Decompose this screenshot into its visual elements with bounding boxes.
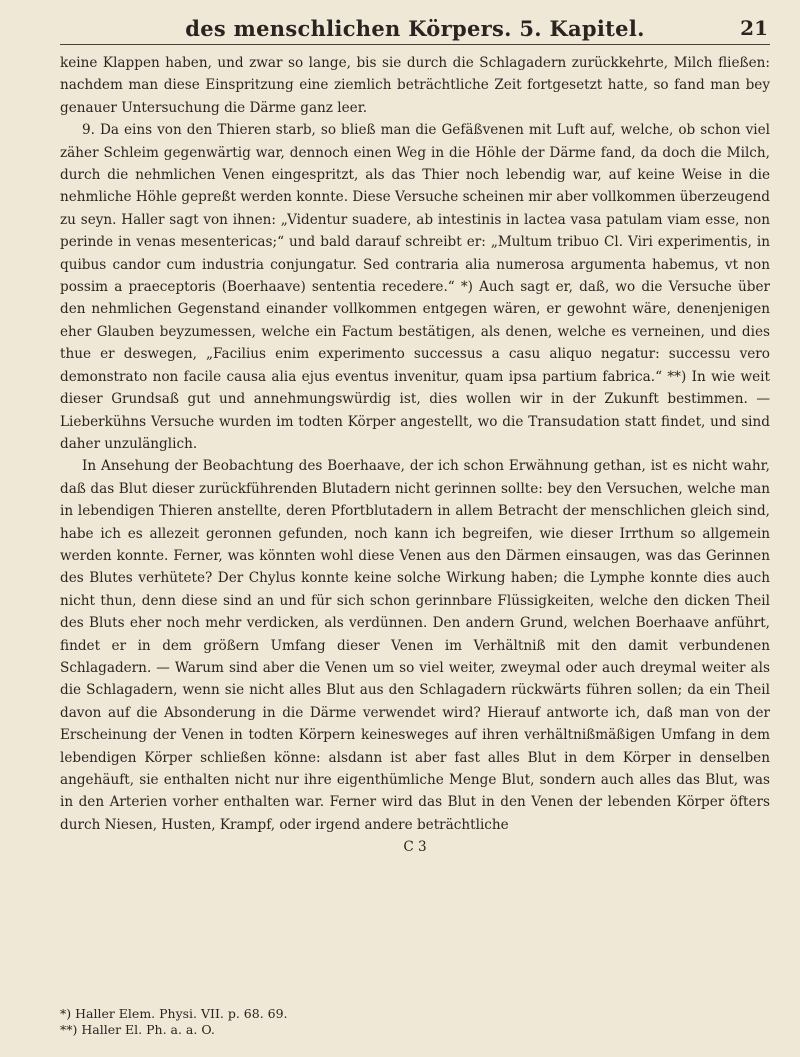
- running-head: des menschlichen Körpers. 5. Kapitel.: [185, 16, 645, 41]
- page-number: 21: [740, 16, 768, 40]
- signature-mark: C 3: [403, 839, 427, 856]
- paragraph: keine Klappen haben, und zwar so lange, bis sie durch die Schlagadern zurückkehrte, Milch fließen: nachdem man diese Einspritzung eine ziemlich beträchtliche Zeit fortgesetzt hatte, so fand man bey genauer Untersuchung die Därme ganz leer.: [60, 55, 770, 116]
- paragraph: In Ansehung der Beobachtung des Boerhaave, der ich schon Erwähnung gethan, ist es nicht wahr, daß das Blut dieser zurückführenden Blutadern nicht gerinnen sollte: bey den Versuchen, welche man in lebendigen Thieren anstellte, deren Pfortblutadern in allem Betracht der menschlichen gleich sind, habe ich es allezeit geronnen gefunden, noch kann ich begreifen, wie dieser Irrthum so allgemein werden konnte. Ferner, was könnten wohl diese Venen aus den Därmen einsaugen, was das Gerinnen des Blutes verhütete? Der Chylus konnte keine solche Wirkung haben; die Lymphe konnte dies auch nicht thun, denn diese sind an und für sich schon gerinnbare Flüssigkeiten, welche den dicken Theil des Bluts eher noch mehr verdicken, als verdünnen. Den andern Grund, welchen Boerhaave anführt, findet er in dem größern Umfang dieser Venen im Verhältniß mit den damit verbundenen Schlagadern. — Warum sind aber die Venen um so viel weiter, zweymal oder auch dreymal weiter als die Schlagadern, wenn sie nicht alles Blut aus den Schlagadern rückwärts führen sollen; da ein Theil davon auf die Absonderung in die Därme verwendet wird? Hierauf antworte ich, daß man von der Erscheinung der Venen in todten Körpern keinesweges auf ihren verhältnißmäßigen Umfang in dem lebendigen Körper schließen könne: alsdann ist aber fast alles Blut in dem Körper in denselben angehäuft, sie enthalten nicht nur ihre eigenthümliche Menge Blut, sondern auch alles das Blut, was in den Arterien vorher enthalten war. Ferner wird das Blut in den Venen der lebenden Körper öfters durch Niesen, Husten, Krampf, oder irgend andere beträchtliche: [60, 458, 770, 833]
- page-header: [60, 10, 770, 45]
- footnote: *) Haller Elem. Physi. VII. p. 68. 69.: [60, 1006, 288, 1021]
- footnote: **) Haller El. Ph. a. a. O.: [60, 1022, 215, 1037]
- paragraph: 9. Da eins von den Thieren starb, so bließ man die Gefäßvenen mit Luft auf, welche, ob schon viel zäher Schleim gegenwärtig war, dennoch einen Weg in die Höhle der Därme fand, da doch die Milch, durch die nehmlichen Venen eingespritzt, als das Thier noch lebendig war, auf keine Weise in die nehmliche Höhle gepreßt werden konnte. Diese Versuche scheinen mir aber vollkommen überzeugend zu seyn. Haller sagt von ihnen: „Videntur suadere, ab intestinis in lactea vasa patulam viam esse, non perinde in venas mesentericas;“ und bald darauf schreibt er: „Multum tribuo Cl. Viri experimentis, in quibus candor cum industria conjungatur. Sed contraria alia numerosa argumenta habemus, vt non possim a praeceptoris (Boerhaave) sententia recedere.“ *) Auch sagt er, daß, wo die Versuche über den nehmlichen Gegenstand einander vollkommen entgegen wären, er gewohnt wäre, denenjenigen eher Glauben beyzumessen, welche ein Factum bestätigen, als denen, welche es verneinen, und dies thue er deswegen, „Facilius enim experimento successus a casu aliquo negatur: successu vero demonstrato non facile causa alia ejus eventus invenitur, quam ipsa partium fabrica.“ **) In wie weit dieser Grundsaß gut und annehmungswürdig ist, dies wollen wir in der Zukunft bestimmen. — Lieberkühns Versuche wurden im todten Körper angestellt, wo die Transudation statt findet, und sind daher unzulänglich.: [60, 122, 770, 452]
- footnotes: [60, 1006, 770, 1038]
- body-text: [60, 52, 770, 859]
